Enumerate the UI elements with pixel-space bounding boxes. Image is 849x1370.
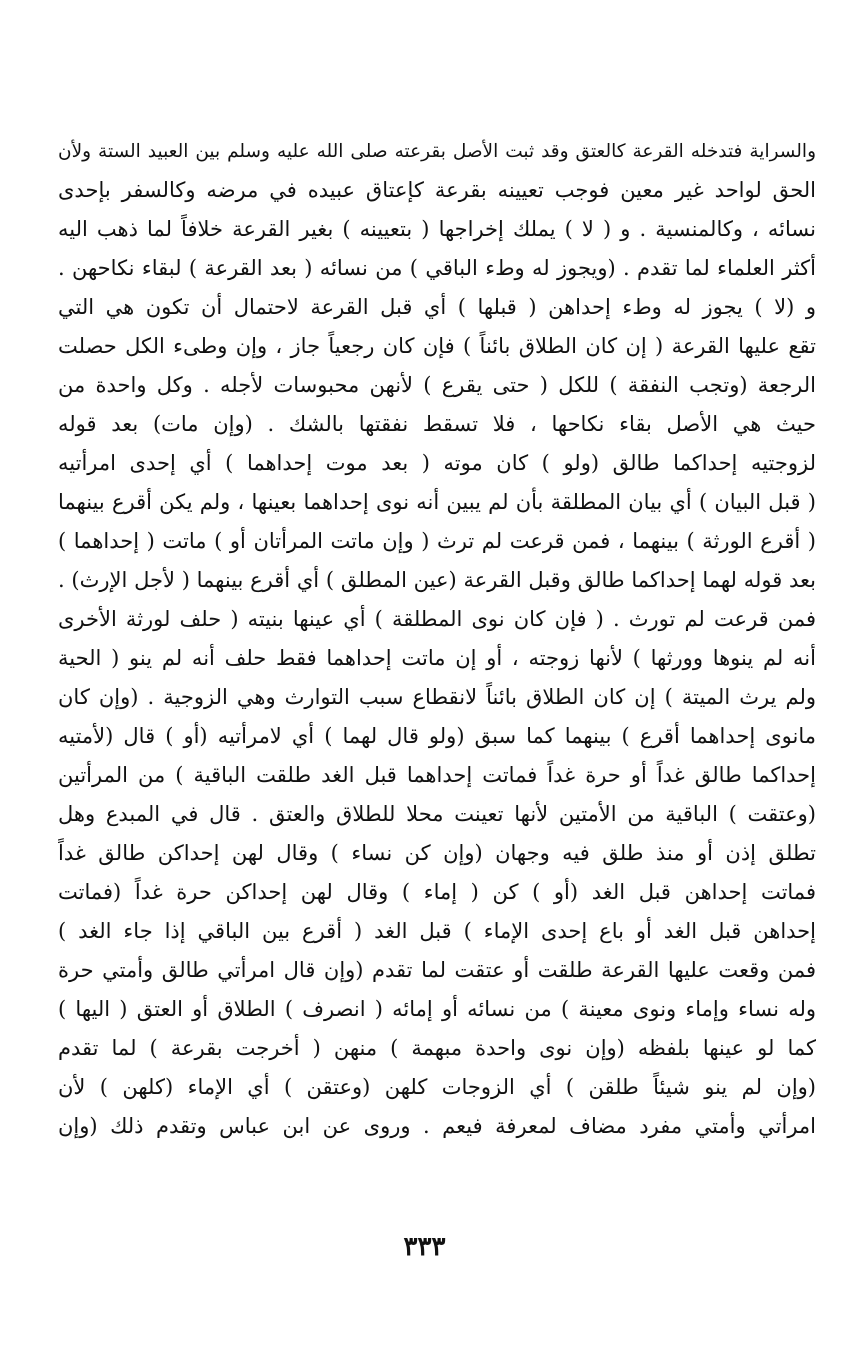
text-line: الرجعة (وتجب النفقة ) للكل ( حتى يقرع ) لأنهن محبوسات لأجله . وكل واحدة من <box>58 373 816 397</box>
text-line: امرأتي وأمتي مفرد مضاف لمعرفة فيعم . وروى عن ابن عباس وتقدم ذلك (وإن <box>58 1114 816 1138</box>
text-line: وله نساء وإماء ونوى معينة ) من نسائه أو إمائه ( انصرف ) الطلاق أو العتق ( اليها ) <box>58 997 816 1021</box>
text-line: فمن وقعت عليها القرعة طلقت أو عتقت لما تقدم (وإن قال امرأتي طالق وأمتي حرة <box>58 958 816 982</box>
text-line: لزوجتيه إحداكما طالق (ولو ) كان موته ( بعد موت إحداهما ) أي إحدى امرأتيه <box>58 451 816 475</box>
text-line: فماتت إحداهن قبل الغد (أو ) كن ( إماء ) وقال لهن إحداكن حرة غداً (فماتت <box>58 880 816 904</box>
page-number: ٣٣٣ <box>403 1232 446 1262</box>
text-line: إحداكما طالق غداً أو حرة غداً فماتت إحداهما قبل الغد طلقت الباقية ) من المرأتين <box>58 763 816 787</box>
text-line: ( قبل البيان ) أي بيان المطلقة بأن لم يبين أنه نوى إحداهما بعينها ، ولم يكن أقرع بينهما <box>58 490 816 514</box>
text-line: والسراية فتدخله القرعة كالعتق وقد ثبت الأصل بقرعته صلى الله عليه وسلم بين العبيد الستة ولأن <box>58 141 816 162</box>
text-line: و (لا ) يجوز له وطء إحداهن ( قبلها ) أي قبل القرعة لاحتمال أن تكون هي التي <box>58 295 816 319</box>
text-line: إحداهن قبل الغد أو باع إحدى الإماء ) قبل الغد ( أقرع بين الباقي إذا جاء الغد ) <box>58 919 816 943</box>
text-line: حيث هي الأصل بقاء نكاحها ، فلا تسقط نفقتها بالشك . (وإن مات) بعد قوله <box>58 412 816 436</box>
text-line: أكثر العلماء لما تقدم . (ويجوز له وطء الباقي ) من نسائه ( بعد القرعة ) لبقاء نكاحهن . <box>58 256 816 280</box>
text-line: نسائه ، وكالمنسية . و ( لا ) يملك إخراجها ( بتعيينه ) بغير القرعة خلافاً لما ذهب اليه <box>58 217 816 241</box>
text-line: بعد قوله لهما إحداكما طالق وقبل القرعة (عين المطلق ) أي أقرع بينهما ( لأجل الإرث) . <box>58 568 816 592</box>
text-line: كما لو عينها بلفظه (وإن نوى واحدة مبهمة ) منهن ( أخرجت بقرعة ) لما تقدم <box>58 1036 816 1060</box>
text-line: مانوى إحداهما أقرع ) بينهما كما سبق (ولو قال لهما ) أي لامرأتيه (أو ) قال (لأمتيه <box>58 724 816 748</box>
text-line: الحق لواحد غير معين فوجب تعيينه بقرعة كإعتاق عبيده في مرضه وكالسفر بإحدى <box>58 178 816 202</box>
text-line: أنه لم ينوها وورثها ) لأنها زوجته ، أو إن ماتت إحداهما فقط حلف أنه لم ينو ( الحية <box>58 646 816 670</box>
text-line: فمن قرعت لم تورث . ( فإن كان نوى المطلقة ) أي عينها بنيته ( حلف لورثة الأخرى <box>58 607 816 631</box>
text-line: (وعتقت ) الباقية من الأمتين لأنها تعينت محلا للطلاق والعتق . قال في المبدع وهل <box>58 802 816 826</box>
text-line: ( أقرع الورثة ) بينهما ، فمن قرعت لم ترث ( وإن ماتت المرأتان أو ) ماتت ( إحداهما ) <box>58 529 816 553</box>
text-line: تقع عليها القرعة ( إن كان الطلاق بائناً ) فإن كان رجعياً جاز ، وإن وطىء الكل حصلت <box>58 334 816 358</box>
text-line: (وإن لم ينو شيئاً طلقن ) أي الزوجات كلهن (وعتقن ) أي الإماء (كلهن ) لأن <box>58 1075 816 1099</box>
body-text <box>58 132 816 1146</box>
text-line: ولم يرث الميتة ) إن كان الطلاق بائناً لانقطاع سبب التوارث وهي الزوجية . (وإن كان <box>58 685 816 709</box>
text-line: تطلق إذن أو منذ طلق فيه وجهان (وإن كن نساء ) وقال لهن إحداكن طالق غداً <box>58 841 816 865</box>
